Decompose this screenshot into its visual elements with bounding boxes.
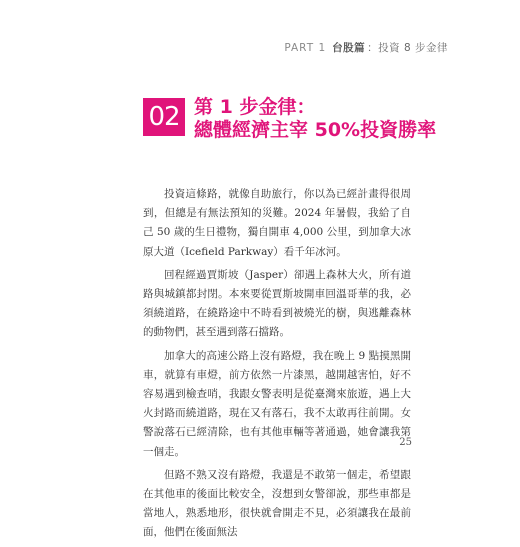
paragraph: 但路不熟又沒有路燈，我還是不敢第一個走，希望跟在其他車的後面比較安全，沒想到女警卻說，那些車都是當地人，熟悉地形，很快就會開走不見，必須讓我在最前面，他們在後面無法 xyxy=(143,468,411,539)
chapter-title xyxy=(194,96,436,142)
chapter-heading xyxy=(143,96,443,141)
running-header xyxy=(284,40,448,55)
body-text xyxy=(143,185,411,547)
page-number: 25 xyxy=(399,437,412,448)
paragraph: 投資這條路，就像自助旅行，你以為已經計畫得很周到，但總是有無法預知的災難。2024 年暑假，我給了自己 50 歲的生日禮物，獨自開車 4,000 公里，到加拿大冰原大道（Icefield Parkway）看千年冰河。 xyxy=(143,188,411,258)
section-label: 台股篇 xyxy=(332,42,366,54)
header-subtitle: ：投資 8 步金律 xyxy=(367,42,448,54)
paragraph: 回程經過賈斯坡（Jasper）卻遇上森林大火，所有道路與城鎮都封閉。本來要從賈斯坡開車回溫哥華的我，必須繞道路，在繞路途中不時看到被燒光的樹，與逃離森林的動物們，甚至遇到落石擋路。 xyxy=(143,268,411,339)
chapter-number-badge: 02 xyxy=(143,98,185,136)
chapter-title-line-1: 第 1 步金律： xyxy=(194,96,316,118)
paragraph: 加拿大的高速公路上沒有路燈，我在晚上 9 點摸黑開車，就算有車燈，前方依然一片漆黑，越開越害怕，好不容易遇到檢查哨，我跟女警表明是從臺灣來旅遊，遇上大火封路而繞道路，現在又有落石，我不太敢再往前開。女警說落石已經清除，也有其他車輛等著通過，她會讓我第一個走。 xyxy=(143,349,411,458)
part-label: PART 1 xyxy=(284,42,327,54)
chapter-title-line-2: 總體經濟主宰 50%投資勝率 xyxy=(194,119,437,141)
